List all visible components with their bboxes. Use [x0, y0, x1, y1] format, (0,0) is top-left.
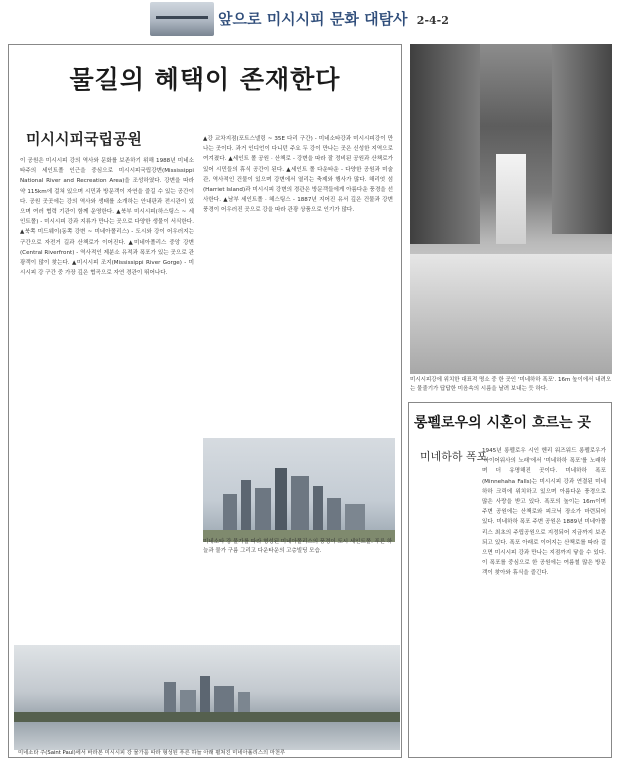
skyline-caption: 미네소타 강 물가를 따라 형성된 미네아폴리스의 풍경이 도시 세인트폴. 푸른 하늘과 물가 구름 그리고 다운타운의 고층빌딩 모습. [203, 539, 393, 554]
skyline-photo [203, 438, 395, 542]
article-subhead: 미시시피국립공원 [26, 130, 142, 148]
sidebar-body-text: 1945년 롱펠로우 시인 헨리 워즈워드 롱펠로우가 '하이어워사의 노래'에서 '미네하하 폭포'를 노래하며 더 유명해진 곳이다. 미네하하 폭포(Minnehaha Falls)는 미시시피 강과 연결된 미네하하 크릭에 위치하고 있으며 아름다운 풍경으로 많은 사랑을 받고 있다. 폭포의 높이는 16m이며 주변 공원에는 산책로와 피크닉 장소가 마련되어 있다. 미네하하 폭포 주변 공원은 1889년 미네아폴리스 최초의 주립공원으로 지정되어 지금까지 보존되고 있다. 폭포 아래로 이어지는 산책로를 따라 걸으면 미시시피 강과 만나는 지점까지 닿을 수 있다. 이 폭포를 중심으로 한 공원에는 여름철 많은 방문객이 찾아와 휴식을 즐긴다. [482, 448, 606, 577]
article-headline: 물길의 혜택이 존재한다 [69, 65, 341, 94]
issue-number: 2-4-2 [416, 14, 449, 27]
waterfall-photo [410, 44, 612, 374]
bridge-thumbnail [150, 2, 214, 36]
sidebar-body [414, 446, 606, 752]
waterfall-caption: 미시시피강에 위치한 대표적 명소 중 한 곳인 '미네하하 폭포'. 16m 높이에서 내려오는 물줄기가 답답한 미음속의 시름을 날려 보내는 듯 하다. [410, 377, 612, 392]
article-column-2: ▲강 교차지점(포트스넬링 ~ 35E 다리 구간) - 미네소타강과 미시시피강이 만나는 곳이다. 과거 인디언이 다니던 주요 두 강이 만나는 곳은 신성한 지역으로 여겨졌다. ▲세인트 폴 공원 · 산책로 - 강변을 따라 잘 정비된 공원과 산책로가 있어 시민들의 휴식 공간이 된다. ▲세인트 폴 다운타운 - 다양한 공원과 미술관, 역사적인 건물이 있으며 강변에서 열리는 축제와 행사가 많다. 해리엇 섬(Harriet Island)과 미시시피 강변의 경관은 방문객들에게 아름다운 풍경을 선사한다. ▲남부 세인트폴 · 헤스팅스 - 1887년 지어진 유서 깊은 건물과 강변 풍경이 어우러진 곳으로 강을 따라 관광 상품으로 인기가 많다. [203, 136, 393, 214]
series-title: 앞으로 미시시피 문화 대탐사 [218, 10, 408, 28]
sidebar-subhead: 미네하하 폭포 [420, 450, 488, 463]
masthead-title [218, 8, 449, 29]
riverfront-photo [14, 645, 400, 750]
sidebar-headline: 롱펠로우의 시혼이 흐르는 곳 [414, 415, 591, 431]
riverfront-caption: 미네소타 주(Saint Paul)에서 바라본 미시시피 강 물가를 따라 형성된 푸른 하늘 아래 펼쳐진 미네아폴리스의 마천루 [18, 750, 286, 756]
article-column-1: 이 공원은 미시시피 강의 역사와 문화를 보존하기 위해 1988년 미네소타주의 세인트폴 인근을 중심으로 미시시피국립강변(Mississippi National River and Recreation Area)을 조성하였다. 강변을 따라 약 115km에 걸쳐 있으며 시민과 방문객이 자연을 즐길 수 있는 공간이다. 공원 곳곳에는 강의 역사와 생태를 소개하는 안내판과 전시관이 있으며 여러 협력 기관이 함께 운영한다. ▲북부 미시시피(하스팅스 ~ 세인트폴) - 미시시피 강과 지류가 만나는 곳으로 다양한 생물이 서식한다. ▲북쪽 미드웨이(동쪽 강변 ~ 미네아폴리스) - 도시와 강이 어우러지는 구간으로 자전거 길과 산책로가 이어진다. ▲미네아폴리스 중앙 강변(Central Riverfront) - 역사적인 제분소 유적과 폭포가 있는 곳으로 관광객이 많이 찾는다. ▲미시시피 조지(Mississippi River Gorge) - 미시시피 강 구간 중 가장 깊은 협곡으로 자연 경관이 뛰어나다. [20, 158, 194, 277]
